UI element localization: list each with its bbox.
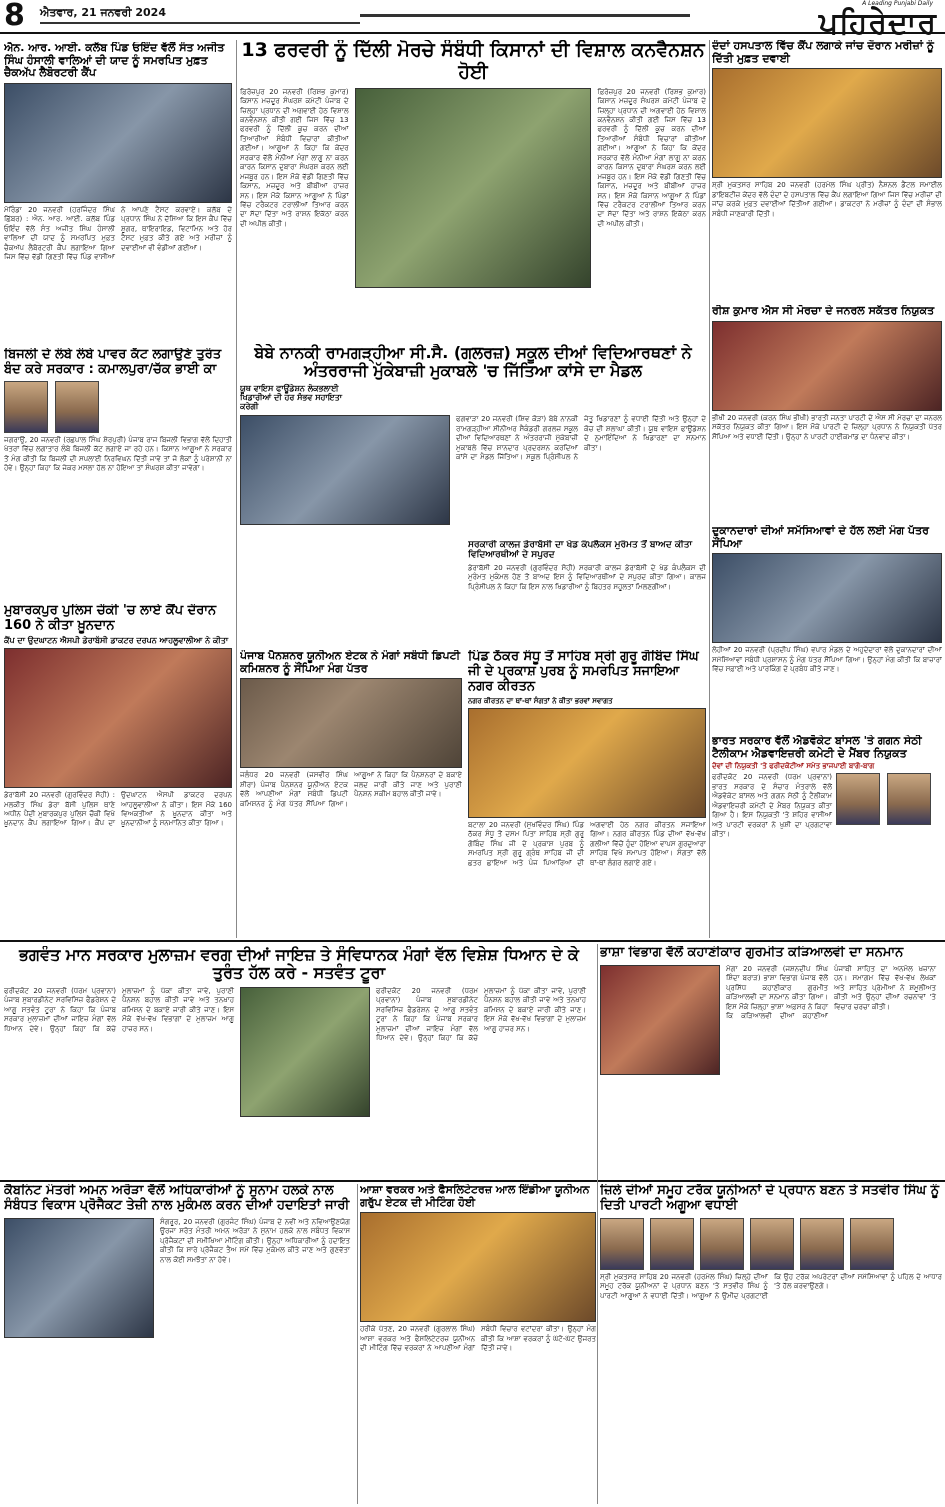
masthead [0, 0, 945, 41]
headline: ਆਸ਼ਾ ਵਰਕਰ ਅਤੇ ਫੈਸਲਿਟੇਟਰਜ਼ ਆਲ ਇੰਡੀਆ ਯੂਨੀਅਨ ਗਰੁੱਪ ਏਟਕ ਦੀ ਮੀਟਿੰਗ ਹੋਈ [360, 1184, 590, 1209]
portrait-photo [600, 1218, 644, 1270]
headline: ਮੁਬਾਰਕਪੁਰ ਪੁਲਿਸ ਚੌਕੀ 'ਚ ਲਾਏ ਕੈਂਪ ਦੌਰਾਨ 160 ਨੇ ਕੀਤਾ ਖ਼ੂਨਦਾਨ [4, 604, 217, 633]
article-bhagwant-mann [4, 946, 594, 1176]
article-photo [712, 321, 942, 411]
article-photo [712, 68, 942, 178]
article-body: ਡੇਰਾਬੱਸੀ 20 ਜਨਵਰੀ (ਗੁਰਵਿੰਦਰ ਸੋਹੀ) : ਮਲਕੀਤ ਸਿੰਘ ਡੇਰਾ ਬੱਸੀ ਪੁਲਿਸ ਥਾਣੇ ਅਧੀਨ ਪੈਂਦੀ ਮੁਬਾਰਕਪੁਰ ਪੁਲਿਸ ਚੌਕੀ ਵਿਖੇ ਖ਼ੂਨਦਾਨ ਕੈਂਪ ਲਗਾਇਆ ਗਿਆ। ਕੈਂਪ ਦਾ ਉਦਘਾਟਨ ਐਸਪੀ ਡਾਕਟਰ ਦਰਪਨ ਆਹਲੂਵਾਲੀਆ ਨੇ ਕੀਤਾ। ਇਸ ਮੌਕੇ 160 ਵਿਅਕਤੀਆਂ ਨੇ ਖ਼ੂਨਦਾਨ ਕੀਤਾ ਅਤੇ ਖ਼ੂਨਦਾਨੀਆਂ ਨੂੰ ਸਨਮਾਨਿਤ ਕੀਤਾ ਗਿਆ। [4, 791, 232, 828]
article-photo [4, 648, 232, 788]
portrait-photo [650, 1218, 694, 1270]
headline: ਭਾਰਤ ਸਰਕਾਰ ਵੱਲੋਂ ਐਡਵੋਕੇਟ ਬਾਂਸਲ 'ਤੇ ਗਗਨ ਸੇਠੀ ਟੈਲੀਕਾਮ ਐਡਵਾਇਜ਼ਰੀ ਕਮੇਟੀ ਦੇ ਮੈਂਬਰ ਨਿਯੁਕਤ [712, 735, 922, 760]
headline: ਦੁਕਾਨਦਾਰਾਂ ਦੀਆਂ ਸਮੱਸਿਆਵਾਂ ਦੇ ਹੱਲ ਲਈ ਮੰਗ ਪੱਤਰ ਸੌਂਪਿਆ [712, 525, 929, 550]
article-photo [600, 965, 720, 1075]
article-body: ਮੋਰਿੰਡਾ 20 ਜਨਵਰੀ (ਹਰਜਿੰਦਰ ਸਿੰਘ ਛਿੱਬਰ) : ਐਨ. ਆਰ. ਆਈ. ਕਲੱਬ ਪਿੰਡ ਓਇੰਦ ਵੱਲੋਂ ਸੰਤ ਅਜੀਤ ਸਿੰਘ ਹੰਸਾਲੀ ਵਾਲਿਆਂ ਦੀ ਯਾਦ ਨੂੰ ਸਮਰਪਿਤ ਮੁਫ਼ਤ ਚੈਕਅੱਪ ਲੈਬੋਰਟਰੀ ਕੈਂਪ ਲਗਾਇਆ ਗਿਆ ਜਿਸ ਵਿੱਚ ਵੱਡੀ ਗਿਣਤੀ ਵਿੱਚ ਪਿੰਡ ਵਾਸੀਆਂ ਨੇ ਆਪਣੇ ਟੈਸਟ ਕਰਵਾਏ। ਕਲੱਬ ਦੇ ਪ੍ਰਧਾਨ ਸਿੰਘ ਨੇ ਦੱਸਿਆ ਕਿ ਇਸ ਕੈਂਪ ਵਿੱਚ ਸ਼ੂਗਰ, ਥਾਇਰਾਇਡ, ਵਿਟਾਮਿਨ ਅਤੇ ਹੋਰ ਟੈਸਟ ਮੁਫ਼ਤ ਕੀਤੇ ਗਏ ਅਤੇ ਮਰੀਜ਼ਾਂ ਨੂੰ ਦਵਾਈਆਂ ਵੀ ਵੰਡੀਆਂ ਗਈਆਂ। [4, 205, 232, 262]
article-body: ਹਰੀਕੇ ਪੱਤਣ, 20 ਜਨਵਰੀ (ਗੁਰਲਾਲ ਸਿੰਘ) ਆਸ਼ਾ ਵਰਕਰ ਅਤੇ ਫੈਸਲਿਟੇਟਰਜ਼ ਯੂਨੀਅਨ ਦੀ ਮੀਟਿੰਗ ਵਿੱਚ ਵਰਕਰਾਂ ਨੇ ਆਪਣੀਆਂ ਮੰਗਾਂ ਸਬੰਧੀ ਵਿਚਾਰ ਵਟਾਂਦਰਾ ਕੀਤਾ। ਉਨ੍ਹਾਂ ਮੰਗ ਕੀਤੀ ਕਿ ਆਸ਼ਾ ਵਰਕਰਾਂ ਨੂੰ ਘੱਟੋ-ਘੱਟ ਉਜਰਤ ਦਿੱਤੀ ਜਾਵੇ। [360, 1325, 596, 1353]
headline: ਬੇਬੇ ਨਾਨਕੀ ਰਾਮਗੜ੍ਹੀਆ ਸੀ.ਸੈ. (ਗਲਰਜ਼) ਸਕੂਲ ਦੀਆਂ ਵਿਦਿਆਰਥਣਾਂ ਨੇ ਅੰਤਰਰਾਜੀ ਮੁੱਕੇਬਾਜ਼ੀ ਮੁਕਾਬਲੇ 'ਚ ਜਿੱਤਿਆ ਕਾਂਸੇ ਦਾ ਮੈਡਲ [254, 344, 692, 381]
article-photo [4, 83, 232, 203]
headline: ਐਨ. ਆਰ. ਆਈ. ਕਲੱਬ ਪਿੰਡ ਓਇੰਦ ਵੱਲੋਂ ਸੰਤ ਅਜੀਤ ਸਿੰਘ ਹੰਸਾਲੀ ਵਾਲਿਆਂ ਦੀ ਯਾਦ ਨੂੰ ਸਮਰਪਿਤ ਮੁਫ਼ਤ ਚੈਕਅੱਪ ਲੈਬੋਰਟਰੀ ਕੈਂਪ [4, 42, 225, 80]
article-body: ਫਰੀਦਕੋਟ 20 ਜਨਵਰੀ (ਧਰਮ ਪ੍ਰਵਾਨਾ) ਪੰਜਾਬ ਸੁਬਾਰਡੀਨੇਟ ਸਰਵਿਸਿਜ਼ ਫੈਡਰੇਸ਼ਨ ਦੇ ਆਗੂ ਸਤਵੰਤ ਟੂਰਾ ਨੇ ਕਿਹਾ ਕਿ ਪੰਜਾਬ ਸਰਕਾਰ ਮੁਲਾਜ਼ਮਾਂ ਦੀਆਂ ਜਾਇਜ਼ ਮੰਗਾਂ ਵੱਲ ਧਿਆਨ ਦੇਵੇ। ਉਨ੍ਹਾਂ ਕਿਹਾ ਕਿ ਕੱਚੇ ਮੁਲਾਜ਼ਮਾਂ ਨੂੰ ਪੱਕਾ ਕੀਤਾ ਜਾਵੇ, ਪੁਰਾਣੀ ਪੈਨਸ਼ਨ ਬਹਾਲ ਕੀਤੀ ਜਾਵੇ ਅਤੇ ਤਨਖ਼ਾਹ ਕਮਿਸ਼ਨ ਦੇ ਬਕਾਏ ਜਾਰੀ ਕੀਤੇ ਜਾਣ। ਇਸ ਮੌਕੇ ਵੱਖ-ਵੱਖ ਵਿਭਾਗਾਂ ਦੇ ਮੁਲਾਜ਼ਮ ਆਗੂ ਹਾਜ਼ਰ ਸਨ। [4, 986, 234, 1033]
article-photo [240, 987, 370, 1117]
article-body: ਲੋਹੀਆਂ 20 ਜਨਵਰੀ (ਪ੍ਰਦੀਪ ਸਿੰਘ) ਵਪਾਰ ਮੰਡਲ ਦੇ ਅਹੁਦੇਦਾਰਾਂ ਵੱਲੋਂ ਦੁਕਾਨਦਾਰਾਂ ਦੀਆਂ ਸਮੱਸਿਆਵਾਂ ਸਬੰਧੀ ਪ੍ਰਸ਼ਾਸਨ ਨੂੰ ਮੰਗ ਪੱਤਰ ਸੌਂਪਿਆ ਗਿਆ। ਉਨ੍ਹਾਂ ਮੰਗ ਕੀਤੀ ਕਿ ਬਾਜ਼ਾਰਾਂ ਵਿੱਚ ਸਫ਼ਾਈ ਅਤੇ ਪਾਰਕਿੰਗ ਦੇ ਪ੍ਰਬੰਧ ਕੀਤੇ ਜਾਣ। [712, 646, 942, 674]
article-photo [712, 553, 942, 643]
article-body: ਜਲੰਧਰ 20 ਜਨਵਰੀ (ਜਸਵੀਰ ਸਿੰਘ ਸ਼ੀਰਾ) ਪੰਜਾਬ ਪੈਨਸ਼ਨਰ ਯੂਨੀਅਨ ਏਟਕ ਵੱਲੋਂ ਆਪਣੀਆਂ ਮੰਗਾਂ ਸਬੰਧੀ ਡਿਪਟੀ ਕਮਿਸ਼ਨਰ ਨੂੰ ਮੰਗ ਪੱਤਰ ਸੌਂਪਿਆ ਗਿਆ। ਆਗੂਆਂ ਨੇ ਕਿਹਾ ਕਿ ਪੈਨਸ਼ਨਰਾਂ ਦੇ ਬਕਾਏ ਜਲਦ ਜਾਰੀ ਕੀਤੇ ਜਾਣ ਅਤੇ ਪੁਰਾਣੀ ਪੈਨਸ਼ਨ ਸਕੀਮ ਬਹਾਲ ਕੀਤੀ ਜਾਵੇ। [240, 771, 462, 808]
headline: ਭਗਵੰਤ ਮਾਨ ਸਰਕਾਰ ਮੁਲਾਜ਼ਮ ਵਰਗ ਦੀਆਂ ਜਾਇਜ਼ ਤੇ ਸੰਵਿਧਾਨਕ ਮੰਗਾਂ ਵੱਲ ਵਿਸ਼ੇਸ਼ ਧਿਆਨ ਦੇ ਕੇ ਤੁਰੰਤ ਹੱਲ ਕਰੇ - ਸਤਵੰਤ ਟੂਰਾ [19, 946, 579, 983]
section-divider [0, 1180, 945, 1182]
page-number: 8 [4, 0, 25, 33]
headline: ਦੰਦਾਂ ਹਸਪਤਾਲ ਵਿੱਚ ਕੈਂਪ ਲਗਾਕੇ ਜਾਂਚ ਦੌਰਾਨ ਮਰੀਜ਼ਾਂ ਨੂੰ ਦਿੱਤੀ ਮੁਫ਼ਤ ਦਵਾਈ [712, 40, 934, 65]
article-power-cut [4, 348, 232, 598]
column-divider [597, 944, 598, 1504]
column-divider [709, 40, 710, 938]
article-asha-workers [360, 1184, 596, 1504]
article-body-continued: ਫਰੀਦਕੋਟ 20 ਜਨਵਰੀ (ਧਰਮ ਪ੍ਰਵਾਨਾ) ਪੰਜਾਬ ਸੁਬਾਰਡੀਨੇਟ ਸਰਵਿਸਿਜ਼ ਫੈਡਰੇਸ਼ਨ ਦੇ ਆਗੂ ਸਤਵੰਤ ਟੂਰਾ ਨੇ ਕਿਹਾ ਕਿ ਪੰਜਾਬ ਸਰਕਾਰ ਮੁਲਾਜ਼ਮਾਂ ਦੀਆਂ ਜਾਇਜ਼ ਮੰਗਾਂ ਵੱਲ ਧਿਆਨ ਦੇਵੇ। ਉਨ੍ਹਾਂ ਕਿਹਾ ਕਿ ਕੱਚੇ ਮੁਲਾਜ਼ਮਾਂ ਨੂੰ ਪੱਕਾ ਕੀਤਾ ਜਾਵੇ, ਪੁਰਾਣੀ ਪੈਨਸ਼ਨ ਬਹਾਲ ਕੀਤੀ ਜਾਵੇ ਅਤੇ ਤਨਖ਼ਾਹ ਕਮਿਸ਼ਨ ਦੇ ਬਕਾਏ ਜਾਰੀ ਕੀਤੇ ਜਾਣ। ਇਸ ਮੌਕੇ ਵੱਖ-ਵੱਖ ਵਿਭਾਗਾਂ ਦੇ ਮੁਲਾਜ਼ਮ ਆਗੂ ਹਾਜ਼ਰ ਸਨ। [376, 986, 586, 1042]
column-divider [357, 1184, 358, 1504]
article-photo [240, 678, 462, 768]
portrait-photo [850, 1218, 894, 1270]
article-nagar-kirtan [468, 650, 706, 935]
article-photo [468, 708, 706, 818]
article-photo [240, 415, 450, 525]
article-body: ਡੇਰਾਬੱਸੀ 20 ਜਨਵਰੀ (ਗੁਰਵਿੰਦਰ ਸੋਹੀ) ਸਰਕਾਰੀ ਕਾਲਜ ਡੇਰਾਬੱਸੀ ਦੇ ਖੇਡ ਕੰਪਲੈਕਸ ਦੀ ਮੁਰੰਮਤ ਮੁਕੰਮਲ ਹੋਣ ਤੋਂ ਬਾਅਦ ਇਸ ਨੂੰ ਵਿਦਿਆਰਥੀਆਂ ਦੇ ਸਪੁਰਦ ਕੀਤਾ ਗਿਆ। ਕਾਲਜ ਪ੍ਰਿੰਸੀਪਲ ਨੇ ਕਿਹਾ ਕਿ ਇਸ ਨਾਲ ਖਿਡਾਰੀਆਂ ਨੂੰ ਬਿਹਤਰ ਸਹੂਲਤਾਂ ਮਿਲਣਗੀਆਂ। [468, 563, 706, 591]
article-general-secretary [712, 305, 942, 520]
article-body: ਸੰਗਰੂਰ, 20 ਜਨਵਰੀ (ਗੁਰਜੰਟ ਸਿੰਘ) ਪੰਜਾਬ ਦੇ ਨਵੀਂ ਅਤੇ ਨਵਿਆਉਣਯੋਗ ਊਰਜਾ ਸਰੋਤ ਮੰਤਰੀ ਅਮਨ ਅਰੋੜਾ ਨੇ ਸੁਨਾਮ ਹਲਕੇ ਨਾਲ ਸਬੰਧਤ ਵਿਕਾਸ ਪ੍ਰੋਜੈਕਟਾਂ ਦੀ ਸਮੀਖਿਆ ਮੀਟਿੰਗ ਕੀਤੀ। ਉਨ੍ਹਾਂ ਅਧਿਕਾਰੀਆਂ ਨੂੰ ਹਦਾਇਤ ਕੀਤੀ ਕਿ ਸਾਰੇ ਪ੍ਰੋਜੈਕਟ ਤੈਅ ਸਮੇਂ ਵਿੱਚ ਮੁਕੰਮਲ ਕੀਤੇ ਜਾਣ ਅਤੇ ਗੁਣਵੱਤਾ ਨਾਲ ਕੋਈ ਸਮਝੌਤਾ ਨਾ ਹੋਵੇ। [160, 1217, 350, 1264]
headline: ਬਿਜਲੀ ਦੇ ਲੰਬੇ ਲੰਬੇ ਪਾਵਰ ਕੱਟ ਲਗਾਉਣੇ ਤੁਰੰਤ ਬੰਦ ਕਰੇ ਸਰਕਾਰ : ਕਮਾਲਪੁਰਾ/ਚੱਕ ਭਾਈ ਕਾ [4, 348, 222, 377]
article-shopkeepers-memorandum [712, 525, 942, 730]
article-photo [355, 88, 592, 288]
headline: ਜ਼ਿਲੇ ਦੀਆਂ ਸਮੂਹ ਟਰੱਕ ਯੂਨੀਅਨਾਂ ਦੇ ਪ੍ਰਧਾਨ ਬਣਨ ਤੇ ਸਤਵੀਰ ਸਿੰਘ ਨੂੰ ਦਿਤੀ ਪਾਰਟੀ ਅਗੂਆ ਵਧਾਈ [600, 1184, 940, 1213]
newspaper-logo: ਪਹਿਰੇਦਾਰ [818, 6, 937, 41]
portrait-photo [836, 773, 880, 825]
article-body: ਫਰੀਦਕੋਟ 20 ਜਨਵਰੀ (ਧਰਮ ਪ੍ਰਵਾਨਾ) ਭਾਰਤ ਸਰਕਾਰ ਦੇ ਸੰਚਾਰ ਮੰਤਰਾਲੇ ਵੱਲੋਂ ਐਡਵੋਕੇਟ ਬਾਂਸਲ ਅਤੇ ਗਗਨ ਸੇਠੀ ਨੂੰ ਟੈਲੀਕਾਮ ਐਡਵਾਇਜ਼ਰੀ ਕਮੇਟੀ ਦੇ ਮੈਂਬਰ ਨਿਯੁਕਤ ਕੀਤਾ ਗਿਆ ਹੈ। ਇਸ ਨਿਯੁਕਤੀ 'ਤੇ ਸ਼ਹਿਰ ਵਾਸੀਆਂ ਅਤੇ ਪਾਰਟੀ ਵਰਕਰਾਂ ਨੇ ਖੁਸ਼ੀ ਦਾ ਪ੍ਰਗਟਾਵਾ ਕੀਤਾ। [712, 773, 832, 838]
article-language-dept [600, 946, 942, 1176]
article-body: ਭੀਖੀ 20 ਜਨਵਰੀ (ਕਰਨ ਸਿੰਘ ਭੀਖੀ) ਭਾਰਤੀ ਜਨਤਾ ਪਾਰਟੀ ਦੇ ਐਸ ਸੀ ਮੋਰਚਾ ਦਾ ਜਨਰਲ ਸਕੱਤਰ ਨਿਯੁਕਤ ਕੀਤਾ ਗਿਆ। ਇਸ ਮੌਕੇ ਪਾਰਟੀ ਦੇ ਜ਼ਿਲ੍ਹਾ ਪ੍ਰਧਾਨ ਨੇ ਨਿਯੁਕਤੀ ਪੱਤਰ ਸੌਂਪਿਆ ਅਤੇ ਵਧਾਈ ਦਿੱਤੀ। ਉਨ੍ਹਾਂ ਨੇ ਪਾਰਟੀ ਹਾਈਕਮਾਂਡ ਦਾ ਧੰਨਵਾਦ ਕੀਤਾ। [712, 413, 942, 441]
article-body-continued: ਫ਼ਿਰੋਜ਼ਪੁਰ 20 ਜਨਵਰੀ (ਰਿਸ਼ਭ ਕੁਮਾਰ) ਕਿਸਾਨ ਮਜ਼ਦੂਰ ਸੰਘਰਸ਼ ਕਮੇਟੀ ਪੰਜਾਬ ਦੇ ਜ਼ਿਲ੍ਹਾ ਪ੍ਰਧਾਨ ਦੀ ਅਗਵਾਈ ਹੇਠ ਵਿਸ਼ਾਲ ਕਨਵੈਨਸ਼ਨ ਕੀਤੀ ਗਈ ਜਿਸ ਵਿੱਚ 13 ਫਰਵਰੀ ਨੂੰ ਦਿੱਲੀ ਕੂਚ ਕਰਨ ਦੀਆਂ ਤਿਆਰੀਆਂ ਸੰਬੰਧੀ ਵਿਚਾਰਾਂ ਕੀਤੀਆਂ ਗਈਆਂ। ਆਗੂਆਂ ਨੇ ਕਿਹਾ ਕਿ ਕੇਂਦਰ ਸਰਕਾਰ ਵੱਲੋਂ ਮੰਨੀਆਂ ਮੰਗਾਂ ਲਾਗੂ ਨਾ ਕਰਨ ਕਾਰਨ ਕਿਸਾਨ ਦੁਬਾਰਾ ਸੰਘਰਸ਼ ਕਰਨ ਲਈ ਮਜਬੂਰ ਹਨ। ਇਸ ਮੌਕੇ ਵੱਡੀ ਗਿਣਤੀ ਵਿੱਚ ਕਿਸਾਨ, ਮਜ਼ਦੂਰ ਅਤੇ ਬੀਬੀਆਂ ਹਾਜ਼ਰ ਸਨ। ਇਸ ਮੌਕੇ ਕਿਸਾਨ ਆਗੂਆਂ ਨੇ ਪਿੰਡਾਂ ਵਿੱਚ ਟਰੈਕਟਰ ਟਰਾਲੀਆਂ ਤਿਆਰ ਕਰਨ ਦਾ ਸੱਦਾ ਦਿੱਤਾ ਅਤੇ ਰਾਸ਼ਨ ਇਕੱਠਾ ਕਰਨ ਦੀ ਅਪੀਲ ਕੀਤੀ। [597, 87, 706, 228]
subheadline: ਕੈਂਪ ਦਾ ਉਦਘਾਟਨ ਐਸਪੀ ਡੇਰਾਬੱਸੀ ਡਾਕਟਰ ਦਰਪਨ ਆਹਲੂਵਾਲੀਆ ਨੇ ਕੀਤਾ [4, 635, 229, 645]
article-body: ਸ਼੍ਰੀ ਮੁਕਤਸਰ ਸਾਹਿਬ 20 ਜਨਵਰੀ (ਹਰਮੇਲ ਸਿੰਘ ਪ੍ਰੀਤ) ਨੈਸ਼ਨਲ ਡੈਂਟਲ ਸਮਾਈਲ ਡਾਇਬਟੀਜ਼ ਕੇਂਦਰ ਵੱਲੋਂ ਦੰਦਾਂ ਦੇ ਹਸਪਤਾਲ ਵਿੱਚ ਕੈਂਪ ਲਗਾਇਆ ਗਿਆ ਜਿਸ ਵਿੱਚ ਮਰੀਜ਼ਾਂ ਦੀ ਜਾਂਚ ਕਰਕੇ ਮੁਫ਼ਤ ਦਵਾਈਆਂ ਦਿੱਤੀਆਂ ਗਈਆਂ। ਡਾਕਟਰਾਂ ਨੇ ਮਰੀਜ਼ਾਂ ਨੂੰ ਦੰਦਾਂ ਦੀ ਸੰਭਾਲ ਸਬੰਧੀ ਜਾਣਕਾਰੀ ਦਿੱਤੀ। [712, 181, 942, 218]
masthead-divider [360, 14, 690, 17]
portrait-photo [800, 1218, 844, 1270]
portrait-photo [887, 773, 931, 825]
portrait-photo [700, 1218, 744, 1270]
article-photo [360, 1212, 596, 1322]
article-truck-union [600, 1184, 942, 1504]
article-farmers-convention [240, 40, 706, 340]
article-photo [4, 1218, 154, 1338]
article-hospital-camp [712, 40, 942, 300]
article-body: ਸ੍ਰੀ ਮੁਕਤਸਰ ਸਾਹਿਬ 20 ਜਨਵਰੀ (ਹਰਮੇਲ ਸਿੰਘ) ਜ਼ਿਲ੍ਹੇ ਦੀਆਂ ਸਮੂਹ ਟਰੱਕ ਯੂਨੀਅਨਾਂ ਦੇ ਪ੍ਰਧਾਨ ਬਣਨ 'ਤੇ ਸਤਵੀਰ ਸਿੰਘ ਨੂੰ ਪਾਰਟੀ ਆਗੂਆਂ ਨੇ ਵਧਾਈ ਦਿੱਤੀ। ਆਗੂਆਂ ਨੇ ਉਮੀਦ ਪ੍ਰਗਟਾਈ ਕਿ ਉਹ ਟਰੱਕ ਅਪਰੇਟਰਾਂ ਦੀਆਂ ਸਮੱਸਿਆਵਾਂ ਨੂੰ ਪਹਿਲ ਦੇ ਆਧਾਰ 'ਤੇ ਹੱਲ ਕਰਵਾਉਣਗੇ। [600, 1272, 942, 1300]
headline: ਪਿੰਡ ਠੱਕਰ ਸੰਧੂ ਤੋਂ ਸਾਹਿਬ ਸ੍ਰੀ ਗੁਰੂ ਗੋਬਿੰਦ ਸਿੰਘ ਜੀ ਦੇ ਪ੍ਰਕਾਸ਼ ਪੁਰਬ ਨੂੰ ਸਮਰਪਿਤ ਸਜਾਇਆ ਨਗਰ ਕੀਰਤਨ [468, 650, 699, 694]
headline: ਕੈਬਨਿਟ ਮੰਤਰੀ ਅਮਨ ਅਰੋੜਾ ਵੱਲੋਂ ਅਧਿਕਾਰੀਆਂ ਨੂੰ ਸੁਨਾਮ ਹਲਕੇ ਨਾਲ ਸੰਬੰਧਤ ਵਿਕਾਸ ਪ੍ਰੋਜੈਕਟ ਤੇਜ਼ੀ ਨਾਲ ਮੁਕੰਮਲ ਕਰਨ ਦੀਆਂ ਹਦਾਇਤਾਂ ਜਾਰੀ [4, 1184, 350, 1213]
article-body: ਫ਼ਿਰੋਜ਼ਪੁਰ 20 ਜਨਵਰੀ (ਰਿਸ਼ਭ ਕੁਮਾਰ) ਕਿਸਾਨ ਮਜ਼ਦੂਰ ਸੰਘਰਸ਼ ਕਮੇਟੀ ਪੰਜਾਬ ਦੇ ਜ਼ਿਲ੍ਹਾ ਪ੍ਰਧਾਨ ਦੀ ਅਗਵਾਈ ਹੇਠ ਵਿਸ਼ਾਲ ਕਨਵੈਨਸ਼ਨ ਕੀਤੀ ਗਈ ਜਿਸ ਵਿੱਚ 13 ਫਰਵਰੀ ਨੂੰ ਦਿੱਲੀ ਕੂਚ ਕਰਨ ਦੀਆਂ ਤਿਆਰੀਆਂ ਸੰਬੰਧੀ ਵਿਚਾਰਾਂ ਕੀਤੀਆਂ ਗਈਆਂ। ਆਗੂਆਂ ਨੇ ਕਿਹਾ ਕਿ ਕੇਂਦਰ ਸਰਕਾਰ ਵੱਲੋਂ ਮੰਨੀਆਂ ਮੰਗਾਂ ਲਾਗੂ ਨਾ ਕਰਨ ਕਾਰਨ ਕਿਸਾਨ ਦੁਬਾਰਾ ਸੰਘਰਸ਼ ਕਰਨ ਲਈ ਮਜਬੂਰ ਹਨ। ਇਸ ਮੌਕੇ ਵੱਡੀ ਗਿਣਤੀ ਵਿੱਚ ਕਿਸਾਨ, ਮਜ਼ਦੂਰ ਅਤੇ ਬੀਬੀਆਂ ਹਾਜ਼ਰ ਸਨ। ਇਸ ਮੌਕੇ ਕਿਸਾਨ ਆਗੂਆਂ ਨੇ ਪਿੰਡਾਂ ਵਿੱਚ ਟਰੈਕਟਰ ਟਰਾਲੀਆਂ ਤਿਆਰ ਕਰਨ ਦਾ ਸੱਦਾ ਦਿੱਤਾ ਅਤੇ ਰਾਸ਼ਨ ਇਕੱਠਾ ਕਰਨ ਦੀ ਅਪੀਲ ਕੀਤੀ। [240, 87, 349, 228]
column-divider [236, 40, 237, 938]
article-ear-camp [4, 42, 232, 342]
subheadline: ਯੂਥ ਵਾਇਸ ਫਾਊਂਡੇਸ਼ਨ ਲੋਕਭਲਾਈ ਖਿਡਾਰੀਆਂ ਦੀ ਹਰ ਸੰਭਵ ਸਹਾਇਤਾ ਕਰੇਗੀ [240, 383, 343, 412]
portrait-photo [55, 381, 99, 433]
issue-date: ਐਤਵਾਰ, 21 ਜਨਵਰੀ 2024 [40, 6, 360, 24]
article-body: ਜਗਰਾਉਂ, 20 ਜਨਵਰੀ (ਰਛਪਾਲ ਸਿੰਘ ਸ਼ੇਰਪੁਰੀ) ਪੰਜਾਬ ਰਾਜ ਬਿਜਲੀ ਵਿਭਾਗ ਵੱਲੋਂ ਦਿਹਾਤੀ ਖੇਤਰਾਂ ਵਿੱਚ ਲਗਾਤਾਰ ਲੰਬੇ ਬਿਜਲੀ ਕੱਟ ਲਗਾਏ ਜਾ ਰਹੇ ਹਨ। ਕਿਸਾਨ ਆਗੂਆਂ ਨੇ ਸਰਕਾਰ ਤੋਂ ਮੰਗ ਕੀਤੀ ਕਿ ਬਿਜਲੀ ਦੀ ਸਪਲਾਈ ਨਿਰਵਿਘਨ ਦਿੱਤੀ ਜਾਵੇ ਤਾਂ ਜੋ ਲੋਕਾਂ ਨੂੰ ਪਰੇਸ਼ਾਨੀ ਨਾ ਹੋਵੇ। ਉਨ੍ਹਾਂ ਕਿਹਾ ਕਿ ਜੇਕਰ ਮਸਲਾ ਹੱਲ ਨਾ ਹੋਇਆ ਤਾਂ ਸੰਘਰਸ਼ ਕੀਤਾ ਜਾਵੇਗਾ। [4, 435, 232, 473]
portrait-photo [4, 381, 48, 433]
headline: ਸਰਕਾਰੀ ਕਾਲਜ ਡੇਰਾਬੱਸੀ ਦਾ ਖੇਡ ਕੰਪਲੈਕਸ ਮੁਰੰਮਤ ਤੋਂ ਬਾਅਦ ਕੀਤਾ ਵਿਦਿਆਰਥੀਆਂ ਦੇ ਸਪੁਰਦ [468, 540, 693, 561]
article-advisory-committee [712, 735, 942, 935]
tagline: A Leading Punjabi Daily [862, 0, 933, 7]
subheadline: ਦੋਵਾਂ ਦੀ ਨਿਯੁਕਤੀ 'ਤੇ ਫਰੀਦਕੋਟੀਆਂ ਸਮੇਤ ਭਾਜਪਾਈ ਬਾਗੋ-ਬਾਗ [712, 762, 875, 771]
article-school-sports [468, 540, 706, 640]
article-body: ਮੋਗਾ 20 ਜਨਵਰੀ (ਜਸ਼ਨਦੀਪ ਸਿੰਘ ਸ਼ਿੰਦਾ ਬਰਾੜ) ਭਾਸ਼ਾ ਵਿਭਾਗ ਪੰਜਾਬ ਵੱਲੋਂ ਪ੍ਰਸਿੱਧ ਕਹਾਣੀਕਾਰ ਗੁਰਮੀਤ ਕੜਿਆਲਵੀ ਦਾ ਸਨਮਾਨ ਕੀਤਾ ਗਿਆ। ਇਸ ਮੌਕੇ ਜ਼ਿਲ੍ਹਾ ਭਾਸ਼ਾ ਅਫ਼ਸਰ ਨੇ ਕਿਹਾ ਕਿ ਕੜਿਆਲਵੀ ਦੀਆਂ ਕਹਾਣੀਆਂ ਪੰਜਾਬੀ ਸਾਹਿਤ ਦਾ ਅਨਮੋਲ ਖ਼ਜ਼ਾਨਾ ਹਨ। ਸਮਾਗਮ ਵਿੱਚ ਵੱਖ-ਵੱਖ ਲੇਖਕਾਂ ਅਤੇ ਸਾਹਿਤ ਪ੍ਰੇਮੀਆਂ ਨੇ ਸ਼ਮੂਲੀਅਤ ਕੀਤੀ ਅਤੇ ਉਨ੍ਹਾਂ ਦੀਆਂ ਰਚਨਾਵਾਂ 'ਤੇ ਵਿਚਾਰ ਚਰਚਾ ਕੀਤੀ। [726, 964, 936, 1021]
headline: 13 ਫਰਵਰੀ ਨੂੰ ਦਿੱਲੀ ਮੋਰਚੇ ਸੰਬੰਧੀ ਕਿਸਾਨਾਂ ਦੀ ਵਿਸ਼ਾਲ ਕਨਵੈਨਸ਼ਨ ਹੋਈ [241, 40, 705, 83]
section-divider [0, 940, 945, 942]
subheadline: ਨਗਰ ਕੀਰਤਨ ਦਾ ਥਾਂ-ਥਾਂ ਸੰਗਤਾਂ ਨੇ ਕੀਤਾ ਭਰਵਾਂ ਸਵਾਗਤ [468, 696, 613, 705]
headline: ਭਾਸ਼ਾ ਵਿਭਾਗ ਵੱਲੋਂ ਕਹਾਣੀਕਾਰ ਗੁਰਮੀਤ ਕੜਿਆਲਵੀ ਦਾ ਸਨਮਾਨ [600, 946, 904, 960]
article-employees-union [240, 650, 462, 935]
article-blood-camp [4, 604, 232, 934]
article-body: ਫਗਵਾੜਾ 20 ਜਨਵਰੀ (ਸ਼ਿਵ ਕੋੜਾ) ਬੇਬੇ ਨਾਨਕੀ ਰਾਮਗੜ੍ਹੀਆ ਸੀਨੀਅਰ ਸੈਕੰਡਰੀ ਗਰਲਜ਼ ਸਕੂਲ ਦੀਆਂ ਵਿਦਿਆਰਥਣਾਂ ਨੇ ਅੰਤਰਰਾਜੀ ਮੁੱਕੇਬਾਜ਼ੀ ਮੁਕਾਬਲੇ ਵਿੱਚ ਸ਼ਾਨਦਾਰ ਪ੍ਰਦਰਸ਼ਨ ਕਰਦਿਆਂ ਕਾਂਸੇ ਦਾ ਮੈਡਲ ਜਿੱਤਿਆ। ਸਕੂਲ ਪ੍ਰਿੰਸੀਪਲ ਨੇ ਜੇਤੂ ਖਿਡਾਰਣਾਂ ਨੂੰ ਵਧਾਈ ਦਿੱਤੀ ਅਤੇ ਉਨ੍ਹਾਂ ਦੇ ਕੋਚ ਦੀ ਸ਼ਲਾਘਾ ਕੀਤੀ। ਯੂਥ ਵਾਇਸ ਫਾਊਂਡੇਸ਼ਨ ਦੇ ਨੁਮਾਇੰਦਿਆਂ ਨੇ ਖਿਡਾਰਣਾਂ ਦਾ ਸਨਮਾਨ ਕੀਤਾ। [456, 415, 706, 462]
headline: ਪੰਜਾਬ ਪੈਨਸ਼ਨਰ ਯੂਨੀਅਨ ਏਟਕ ਨੇ ਮੰਗਾਂ ਸਬੰਧੀ ਡਿਪਟੀ ਕਮਿਸ਼ਨਰ ਨੂੰ ਸੌਂਪਿਆ ਮੰਗ ਪੱਤਰ [240, 650, 461, 675]
portrait-photo [750, 1218, 794, 1270]
article-body: ਬਟਾਲਾ 20 ਜਨਵਰੀ (ਸੁਖਵਿੰਦਰ ਸਿੰਘ) ਪਿੰਡ ਠੱਕਰ ਸੰਧੂ ਤੋਂ ਦਸਮ ਪਿਤਾ ਸਾਹਿਬ ਸ੍ਰੀ ਗੁਰੂ ਗੋਬਿੰਦ ਸਿੰਘ ਜੀ ਦੇ ਪ੍ਰਕਾਸ਼ ਪੁਰਬ ਨੂੰ ਸਮਰਪਿਤ ਸ੍ਰੀ ਗੁਰੂ ਗ੍ਰੰਥ ਸਾਹਿਬ ਜੀ ਦੀ ਛਤਰ ਛਾਇਆ ਅਤੇ ਪੰਜ ਪਿਆਰਿਆਂ ਦੀ ਅਗਵਾਈ ਹੇਠ ਨਗਰ ਕੀਰਤਨ ਸਜਾਇਆ ਗਿਆ। ਨਗਰ ਕੀਰਤਨ ਪਿੰਡ ਦੀਆਂ ਵੱਖ-ਵੱਖ ਗਲੀਆਂ ਵਿੱਚੋਂ ਹੁੰਦਾ ਹੋਇਆ ਵਾਪਸ ਗੁਰਦੁਆਰਾ ਸਾਹਿਬ ਵਿਖੇ ਸਮਾਪਤ ਹੋਇਆ। ਸੰਗਤਾਂ ਵੱਲੋਂ ਥਾਂ-ਥਾਂ ਲੰਗਰ ਲਗਾਏ ਗਏ। [468, 820, 706, 867]
article-cabinet-minister [4, 1184, 354, 1504]
headline: ਰੀਸ਼ ਕੁਮਾਰ ਐਸ ਸੀ ਮੋਰਚਾ ਦੇ ਜਨਰਲ ਸਕੱਤਰ ਨਿਯੁਕਤ [712, 305, 935, 317]
